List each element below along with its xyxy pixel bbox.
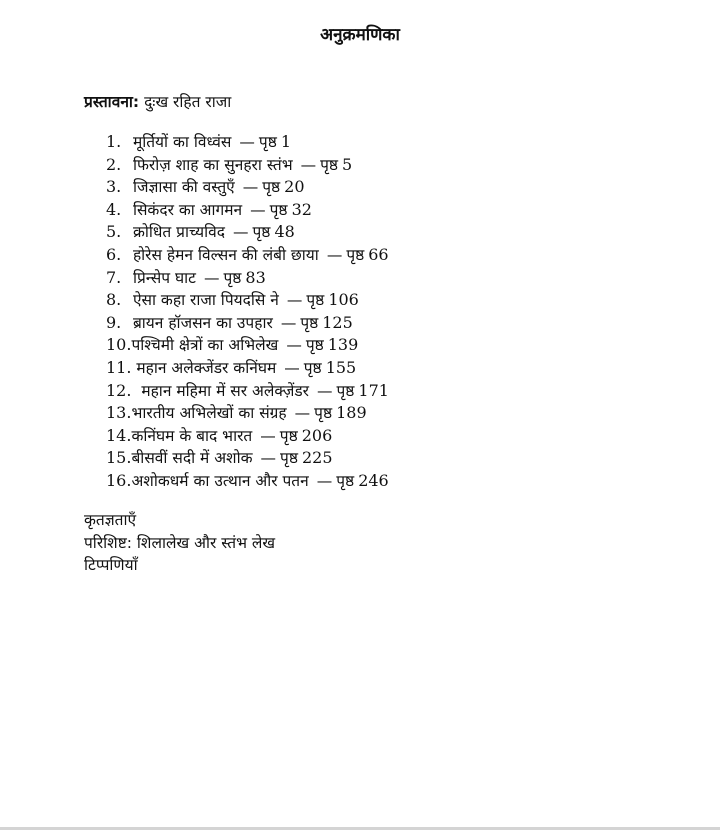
chapter-entry bbox=[106, 470, 389, 493]
em-dash: — bbox=[239, 133, 255, 151]
page-label: पृष्ठ bbox=[269, 200, 288, 219]
preface-entry bbox=[84, 90, 231, 114]
preface-label: प्रस्तावना: bbox=[84, 93, 140, 111]
chapter-number: 3. bbox=[106, 177, 122, 197]
chapter-entry bbox=[106, 154, 389, 177]
chapter-title: ऐसा कहा राजा पियदसि ने bbox=[132, 291, 279, 310]
chapter-entry bbox=[106, 425, 389, 448]
chapter-title: ब्रायन हॉजसन का उपहार bbox=[132, 313, 273, 332]
page-label: पृष्ठ bbox=[336, 471, 355, 490]
page-number: 155 bbox=[325, 357, 357, 377]
chapter-number: 16. bbox=[106, 470, 132, 490]
page-label: पृष्ठ bbox=[336, 381, 355, 400]
chapter-number: 2. bbox=[106, 154, 122, 174]
page-number: 83 bbox=[245, 267, 266, 287]
chapter-entry bbox=[106, 131, 389, 154]
chapter-number: 5. bbox=[106, 222, 122, 242]
chapter-title: कनिंघम के बाद भारत bbox=[131, 426, 253, 445]
em-dash: — bbox=[286, 336, 302, 355]
chapter-number: 15. bbox=[106, 448, 132, 468]
page-number: 66 bbox=[368, 244, 389, 264]
chapter-number: 13. bbox=[106, 403, 132, 423]
chapter-title: भारतीय अभिलेखों का संग्रह bbox=[131, 404, 287, 423]
chapter-title: अशोकधर्म का उत्थान और पतन bbox=[131, 471, 309, 490]
chapter-title: बीसवीं सदी में अशोक bbox=[131, 449, 253, 468]
chapter-entry bbox=[106, 221, 389, 244]
chapter-entry bbox=[106, 289, 389, 312]
page-label: पृष्ठ bbox=[306, 291, 325, 310]
chapter-number: 12. bbox=[106, 380, 132, 400]
chapter-number: 7. bbox=[106, 267, 122, 287]
chapter-number: 4. bbox=[106, 199, 122, 219]
page-title: अनुक्रमणिका bbox=[320, 25, 400, 45]
chapter-entry bbox=[106, 176, 389, 199]
chapter-number: 10. bbox=[106, 335, 132, 355]
page-label: पृष्ठ bbox=[223, 268, 242, 287]
page-label: पृष्ठ bbox=[300, 313, 319, 332]
page-number: 246 bbox=[358, 470, 389, 490]
em-dash: — bbox=[294, 404, 311, 423]
chapter-title: फिरोज़ शाह का सुनहरा स्तंभ bbox=[132, 155, 293, 174]
back-matter-list bbox=[84, 509, 275, 577]
em-dash: — bbox=[250, 200, 266, 219]
chapter-title: महान अलेक्जेंडर कनिंघम bbox=[136, 358, 277, 377]
chapter-entry bbox=[106, 357, 389, 380]
chapter-entry bbox=[106, 447, 389, 470]
chapter-entry bbox=[106, 402, 389, 425]
em-dash: — bbox=[316, 471, 333, 490]
page-label: पृष्ठ bbox=[320, 155, 339, 174]
chapter-title: प्रिन्सेप घाट bbox=[132, 268, 196, 287]
chapter-list bbox=[106, 131, 389, 493]
chapter-number: 6. bbox=[106, 244, 122, 264]
page-number: 171 bbox=[358, 380, 389, 400]
chapter-number: 1. bbox=[106, 132, 122, 151]
page-label: पृष्ठ bbox=[314, 404, 333, 423]
em-dash: — bbox=[326, 245, 343, 264]
acknowledgements-entry: कृतज्ञताएँ bbox=[84, 511, 137, 529]
em-dash: — bbox=[316, 381, 333, 400]
chapter-title: होरेस हेमन विल्सन की लंबी छाया bbox=[132, 245, 319, 264]
chapter-entry bbox=[106, 267, 389, 290]
page-label: पृष्ठ bbox=[279, 426, 298, 445]
chapter-entry bbox=[106, 312, 389, 335]
chapter-number: 9. bbox=[106, 312, 122, 332]
page-number: 48 bbox=[274, 222, 295, 242]
em-dash: — bbox=[280, 313, 297, 332]
page-label: पृष्ठ bbox=[305, 336, 324, 355]
em-dash: — bbox=[233, 223, 249, 242]
page-label: पृष्ठ bbox=[262, 178, 281, 197]
chapter-number: 11. bbox=[106, 357, 132, 377]
chapter-title: सिकंदर का आगमन bbox=[132, 200, 243, 219]
chapter-entry bbox=[106, 244, 389, 267]
chapter-number: 8. bbox=[106, 290, 122, 310]
page-number: 139 bbox=[327, 335, 359, 355]
page-number: 125 bbox=[322, 312, 353, 332]
chapter-title: महान महिमा में सर अलेक्ज़ेंडर bbox=[141, 381, 309, 400]
page-label: पृष्ठ bbox=[258, 133, 277, 151]
chapter-title: क्रोधित प्राच्यविद bbox=[132, 223, 225, 242]
page-number: 32 bbox=[291, 199, 312, 219]
chapter-entry bbox=[106, 334, 389, 357]
em-dash: — bbox=[300, 155, 317, 174]
page-number: 1 bbox=[280, 132, 292, 151]
page-number: 106 bbox=[328, 290, 359, 310]
page-label: पृष्ठ bbox=[346, 245, 365, 264]
chapter-title: मूर्तियों का विध्वंस bbox=[132, 133, 232, 151]
em-dash: — bbox=[260, 426, 276, 445]
page-label: पृष्ठ bbox=[303, 358, 322, 377]
chapter-entry bbox=[106, 380, 389, 403]
preface-title: दुःख रहित राजा bbox=[144, 93, 232, 111]
em-dash: — bbox=[242, 178, 259, 197]
em-dash: — bbox=[286, 291, 303, 310]
page-number: 225 bbox=[301, 448, 333, 468]
em-dash: — bbox=[203, 268, 220, 287]
chapter-number: 14. bbox=[106, 425, 132, 445]
em-dash: — bbox=[284, 358, 300, 377]
appendix-entry: परिशिष्ट: शिलालेख और स्तंभ लेख bbox=[84, 533, 276, 552]
page-number: 206 bbox=[301, 425, 333, 445]
chapter-title: पश्चिमी क्षेत्रों का अभिलेख bbox=[131, 336, 279, 355]
page-label: पृष्ठ bbox=[280, 449, 298, 468]
notes-entry: टिप्पणियाँ bbox=[84, 556, 138, 575]
em-dash: — bbox=[260, 449, 277, 468]
page-number: 20 bbox=[284, 177, 305, 197]
page-label: पृष्ठ bbox=[252, 223, 271, 242]
chapter-title: जिज्ञासा की वस्तुएँ bbox=[132, 178, 235, 197]
page-number: 189 bbox=[336, 403, 367, 423]
chapter-entry bbox=[106, 199, 389, 222]
page-number: 5 bbox=[342, 154, 353, 174]
